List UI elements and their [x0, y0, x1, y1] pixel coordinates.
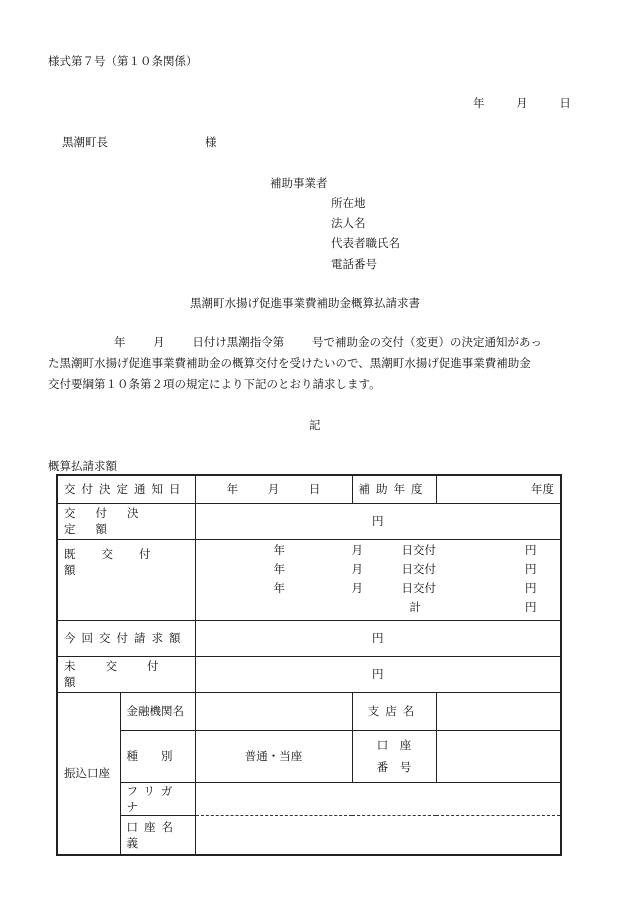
label-current-request: 今回交付請求額 [57, 620, 195, 656]
label-notice-date: 交付決定通知日 [57, 475, 195, 503]
row-already-paid [57, 539, 561, 620]
applicant-field-tel: 電話番号 [331, 257, 377, 271]
row-notice-date [57, 475, 561, 503]
label-bank-name: 金融機関名 [120, 692, 195, 730]
already-paid-line-3: 年 月 日交付 円 [273, 580, 537, 595]
label-account-holder: 口座名義 [120, 815, 195, 855]
date-year: 年 [473, 96, 485, 110]
kana-value[interactable] [195, 782, 561, 815]
label-decided-amount: 交付決定額 [57, 503, 195, 539]
applicant-field-corp: 法人名 [331, 216, 366, 230]
date-line [473, 95, 571, 111]
body-line-3: 交付要綱第１０条第２項の規定により下記のとおり請求します。 [48, 377, 381, 391]
body-line-1: 年 月 日付け黒潮指令第 号で補助金の交付（変更）の決定通知があっ [114, 335, 542, 349]
row-unpaid [57, 656, 561, 692]
already-paid-line-2: 年 月 日交付 円 [273, 561, 537, 576]
row-current-request [57, 620, 561, 656]
ki-label: 記 [309, 418, 321, 432]
document-title: 黒潮町水揚げ促進事業費補助金概算払請求書 [190, 296, 420, 310]
label-kana: フリガナ [120, 782, 195, 815]
request-table [56, 474, 562, 856]
applicant-title: 補助事業者 [270, 176, 328, 190]
label-already-paid: 既交付額 [57, 539, 195, 620]
row-kana [57, 782, 561, 815]
account-type-value[interactable]: 普通・当座 [195, 730, 352, 782]
decided-amount-value[interactable]: 円 [195, 503, 561, 539]
body-line-2: た黒潮町水揚げ促進事業費補助金の概算交付を受けたいので、黒潮町水揚げ促進事業費補助金 [48, 356, 531, 370]
bank-name-value[interactable] [195, 692, 352, 730]
row-bank [57, 692, 561, 730]
already-paid-line-1: 年 月 日交付 円 [273, 542, 537, 557]
applicant-field-rep: 代表者職氏名 [331, 236, 400, 250]
label-account-type: 種 別 [120, 730, 195, 782]
already-paid-total: 計 円 [409, 599, 537, 614]
label-fiscal-year: 補助年度 [352, 475, 436, 503]
account-number-value[interactable] [436, 730, 561, 782]
addressee-name: 黒潮町長 [62, 135, 108, 149]
form-number: 様式第７号（第１０条関係） [48, 54, 198, 68]
notice-date-value[interactable]: 年 月 日 [195, 475, 352, 503]
row-decided-amount [57, 503, 561, 539]
label-unpaid: 未交付額 [57, 656, 195, 692]
applicant-field-address: 所在地 [331, 196, 366, 210]
section-label: 概算払請求額 [48, 459, 117, 473]
date-day: 日 [559, 96, 571, 110]
row-account-type [57, 730, 561, 782]
date-month: 月 [516, 96, 528, 110]
branch-name-value[interactable] [436, 692, 561, 730]
row-holder [57, 815, 561, 855]
label-transfer-account: 振込口座 [57, 692, 120, 855]
label-branch-name: 支店名 [352, 692, 436, 730]
addressee-honorific: 様 [205, 135, 217, 149]
current-request-value[interactable]: 円 [195, 620, 561, 656]
account-holder-value[interactable] [195, 815, 561, 855]
label-account-number: 口 座 番 号 [352, 730, 436, 782]
fiscal-year-value[interactable]: 年度 [436, 475, 561, 503]
unpaid-value[interactable]: 円 [195, 656, 561, 692]
already-paid-values[interactable] [195, 539, 561, 620]
